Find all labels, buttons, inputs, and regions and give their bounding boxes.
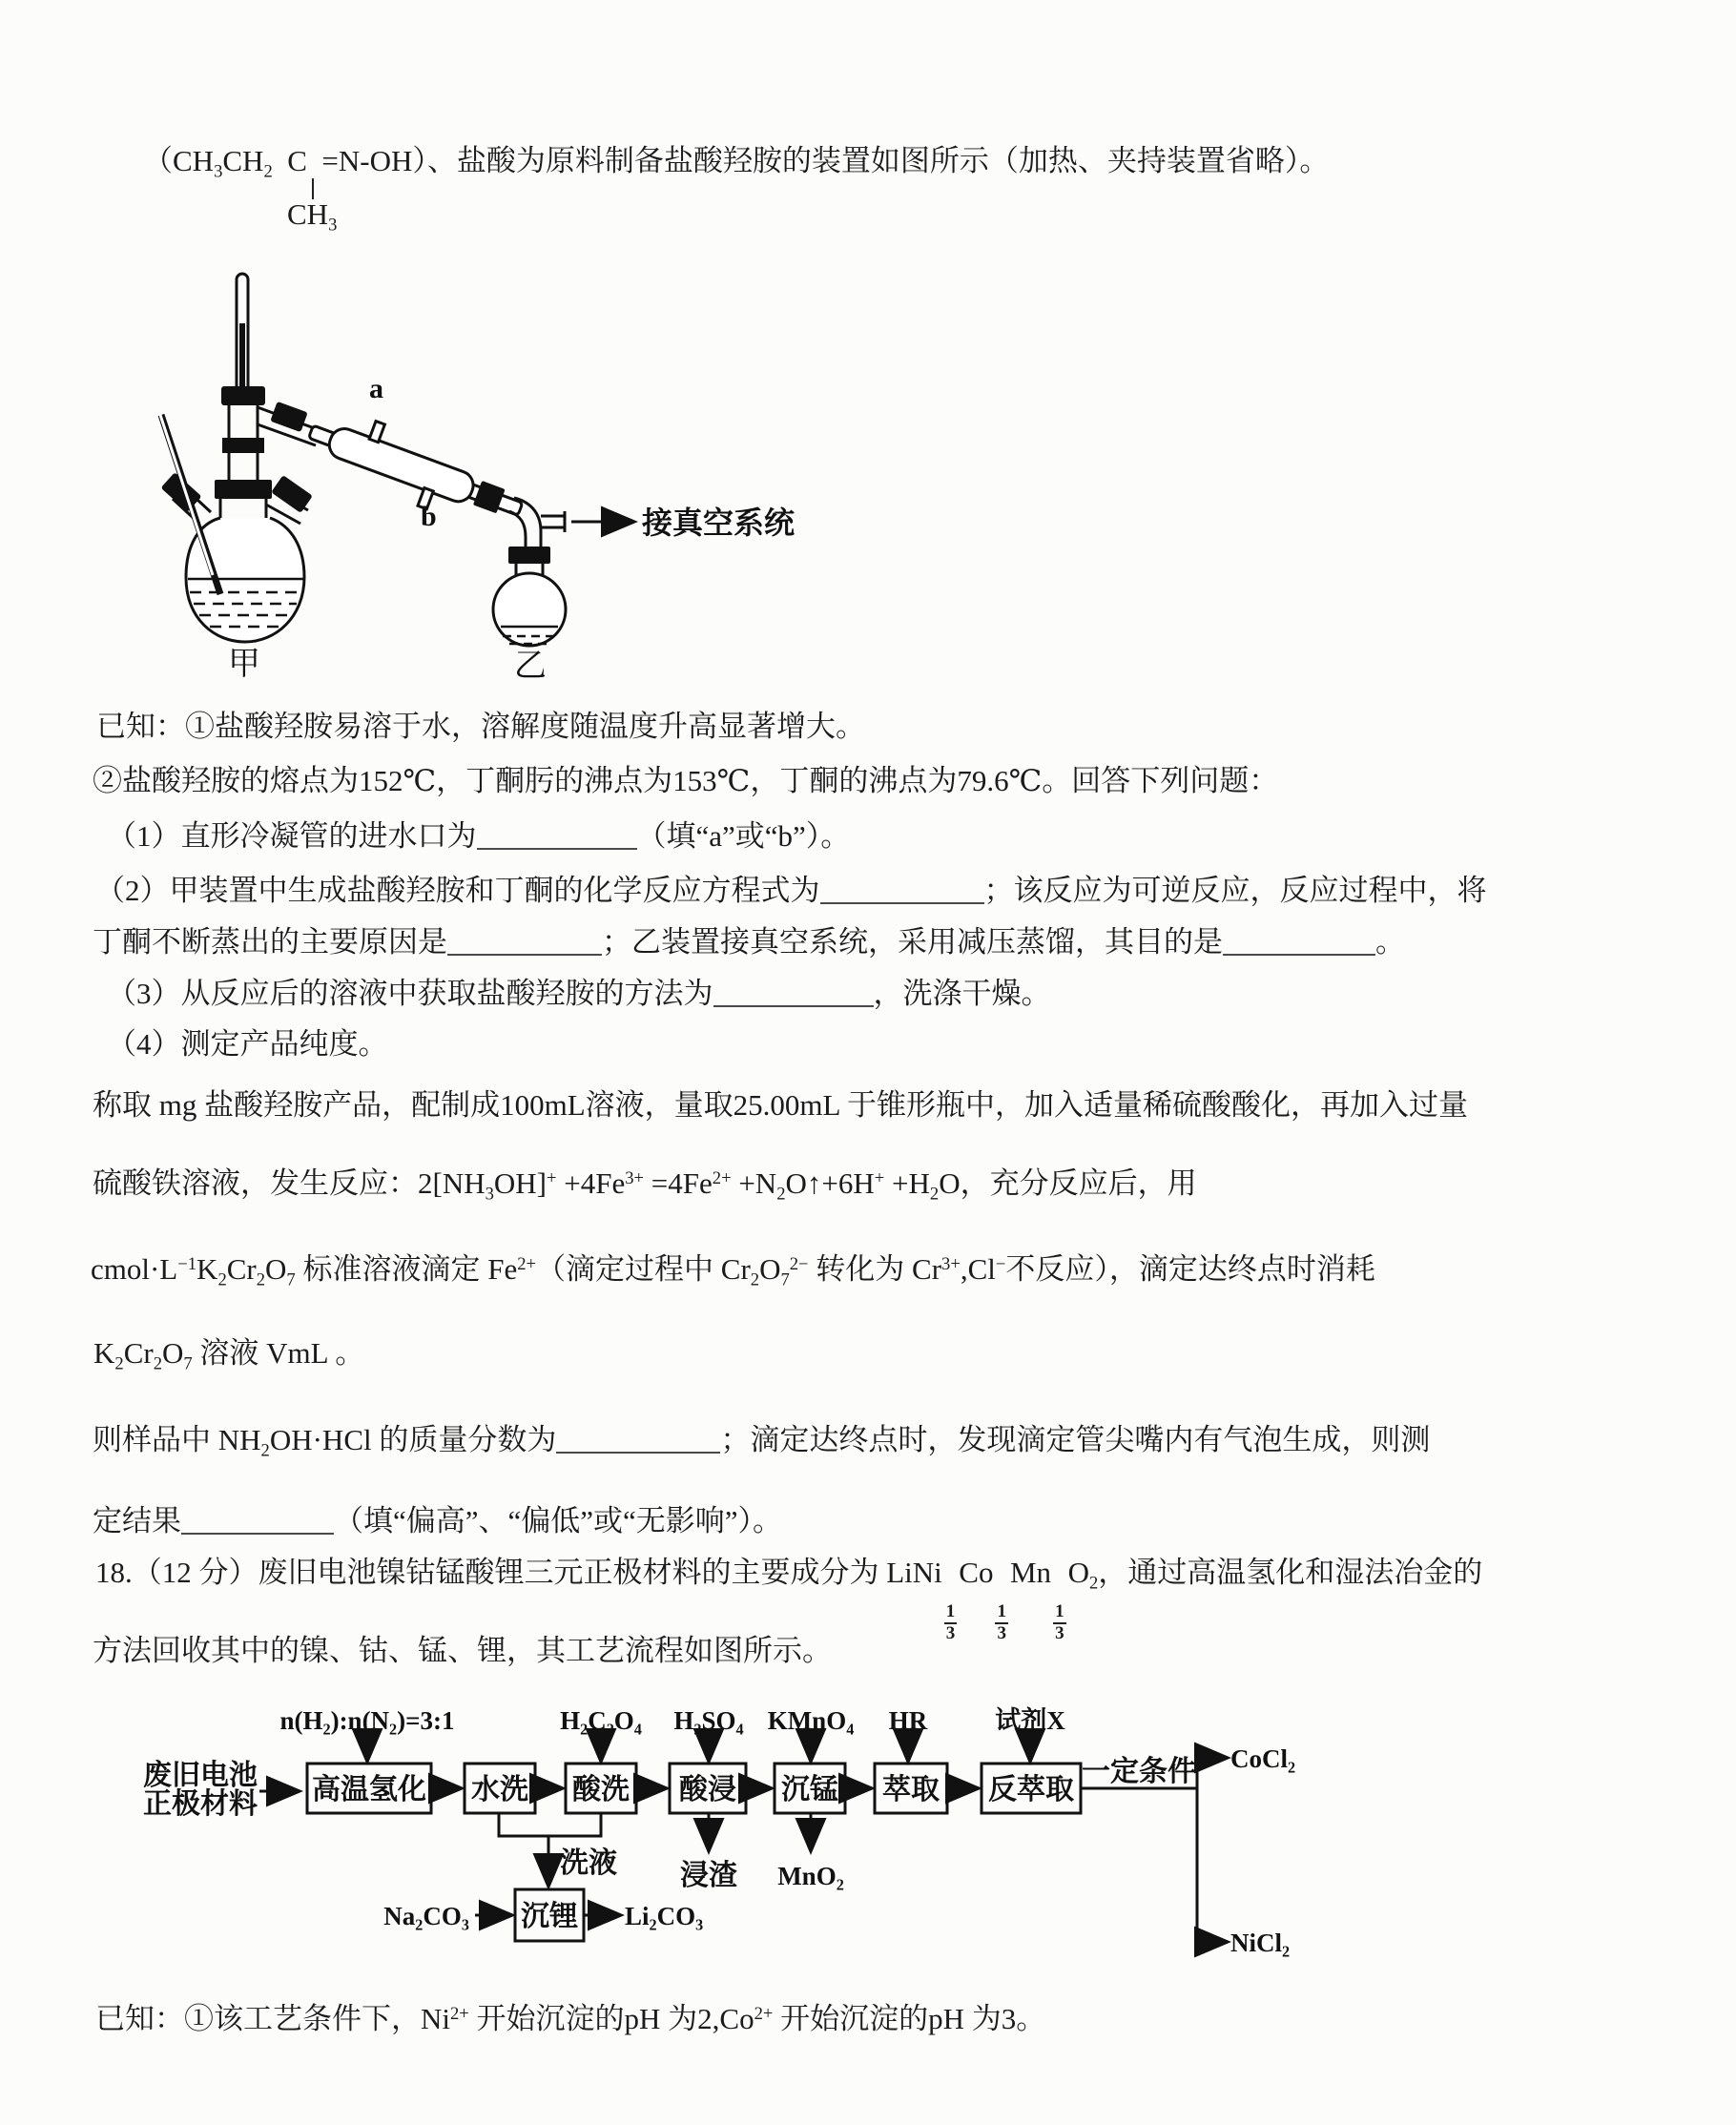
flow-input-hr: HR: [888, 1706, 928, 1735]
question-1: （1）直形冷凝管的进水口为 （填“a”或“b”）。: [107, 818, 851, 853]
label-port-b: b: [421, 501, 437, 532]
apparatus-figure: [129, 262, 835, 682]
flow-input-reagent-x: 试剂X: [995, 1706, 1065, 1735]
flow-box-label-back-extraction: 反萃取: [988, 1774, 1074, 1805]
flow-feed-line2: 正极材料: [143, 1788, 258, 1820]
flask-yi-label: 乙: [514, 649, 547, 682]
flow-condition-label: 一定条件: [1082, 1756, 1196, 1787]
flow-box-label-hydrogenation: 高温氢化: [312, 1774, 426, 1805]
answer-blank-q2b1: [447, 927, 602, 956]
answer-blank-q3: [713, 979, 874, 1007]
flow-input-h2so4: H₂SO₄: [673, 1706, 744, 1735]
answer-blank-q1: [477, 821, 637, 850]
question-2: （2）甲装置中生成盐酸羟胺和丁酮的化学反应方程式为 ；该反应为可逆反应，反应过程中，将: [95, 873, 1487, 907]
question-2b: 丁酮不断蒸出的主要原因是 ；乙装置接真空系统，采用减压蒸馏，其目的是 。: [93, 924, 1405, 959]
flow-feed-line1: 废旧电池: [143, 1760, 258, 1791]
flow-box-label-water-wash: 水洗: [471, 1774, 528, 1805]
purity-line-6: 定结果 （填“偏高”、“偏低”或“无影响”）。: [93, 1503, 783, 1537]
answer-blank-q2b2: [1223, 927, 1375, 956]
vacuum-system-label: 接真空系统: [642, 505, 796, 540]
purity-line-5: 则样品中 $NH_2OH\cdot HCl$ 的质量分数为 ；滴定达终点时，发现滴定管尖嘴内有气泡生成，则测: [93, 1422, 1431, 1461]
answer-blank-q2: [820, 876, 984, 904]
flow-box-label-acid-wash: 酸洗: [572, 1774, 630, 1805]
flask-jia-label: 甲: [228, 647, 260, 682]
known-line-1: 已知：①盐酸羟胺易溶于水，溶解度随温度升高显著增大。: [96, 710, 865, 743]
label-port-a: a: [369, 373, 383, 404]
condenser-port-a: [369, 422, 384, 443]
flow-ratio-label: n(H₂):n(N₂)=3:1: [279, 1706, 455, 1735]
flow-output-wash: 洗液: [560, 1847, 617, 1879]
question-18-line-1: 18.（12 分）废旧电池镍钴锰酸锂三元正极材料的主要成分为 LiNi $\frac{1}{3}$ Co $\frac{1}{3}$ Mn $\frac{1}{3}$ $O_2$，通过高温氢化和湿法冶金的: [95, 1556, 1483, 1643]
known2-line: 已知：①该工艺条件下，$Ni^{2+}$ 开始沉淀的pH 为$2,Co^{2+}$ 开始沉淀的pH 为3。: [95, 2002, 1046, 2035]
flow-input-na2co3: Na₂CO₃: [383, 1902, 469, 1930]
answer-blank-result: [181, 1506, 334, 1535]
question-4: （4）测定产品纯度。: [107, 1027, 388, 1061]
flow-output-mno2: MnO₂: [777, 1862, 844, 1890]
question-3: （3）从反应后的溶液中获取盐酸羟胺的方法为 ，洗涤干燥。: [107, 976, 1051, 1010]
structure-branch-ch3: $CH_3$: [287, 197, 338, 236]
flow-box-label-acid-leach: 酸浸: [679, 1774, 736, 1805]
condenser: [300, 402, 531, 540]
question-18-line-2: 方法回收其中的镍、钴、锰、锂，其工艺流程如图所示。: [93, 1634, 832, 1667]
known-line-2: ②盐酸羟胺的熔点为152℃，丁酮肟的沸点为153℃，丁酮的沸点为79.6℃。回答下列问题：: [93, 764, 1279, 797]
stopper-top: [221, 386, 265, 405]
flask-yi: [493, 573, 566, 646]
purity-line-2: 硫酸铁溶液，发生反应：$2[NH_3OH]^+ +4Fe^{3+} =4Fe^{2+}$ $+N_2O↑+6H^+ +H_2O$，充分反应后，用: [93, 1166, 1197, 1205]
flow-input-kmno4: KMnO₄: [767, 1706, 855, 1735]
purity-line-1: 称取 mg 盐酸羟胺产品，配制成100mL溶液，量取25.00mL 于锥形瓶中，加入适量稀硫酸酸化，再加入过量: [93, 1088, 1469, 1122]
flow-box-label-mn-precip: 沉锰: [781, 1774, 838, 1805]
answer-blank-fraction: [556, 1425, 720, 1454]
flow-output-nicl2: NiCl₂: [1230, 1929, 1291, 1957]
process-flowchart: [134, 1701, 1326, 1972]
center-joint: [215, 480, 272, 499]
flow-box-label-extraction: 萃取: [882, 1774, 940, 1805]
purity-line-4: $K_2Cr_2O_7$ 溶液 VmL 。: [93, 1336, 365, 1374]
flow-output-li2co3: Li₂CO₃: [625, 1902, 704, 1930]
purity-line-3: $cmol\cdot L^{-1}K_2Cr_2O_7$ 标准溶液滴定 $Fe^{2+}$（滴定过程中 $Cr_2O_7^{2-}$ 转化为 $Cr^{3+},Cl^-$不反应），滴定达终点时消耗: [91, 1252, 1375, 1290]
flow-output-cocl2: CoCl₂: [1230, 1744, 1296, 1773]
flow-input-oxalic: H₂C₂O₄: [560, 1706, 642, 1735]
flow-output-residue: 浸渣: [680, 1860, 737, 1891]
flow-box-label-li-precip: 沉锂: [521, 1901, 578, 1932]
intro-line: （$CH_3CH_2$ C =N-OH）、盐酸为原料制备盐酸羟胺的装置如图所示（加热、夹持装置省略）。: [143, 144, 1330, 182]
